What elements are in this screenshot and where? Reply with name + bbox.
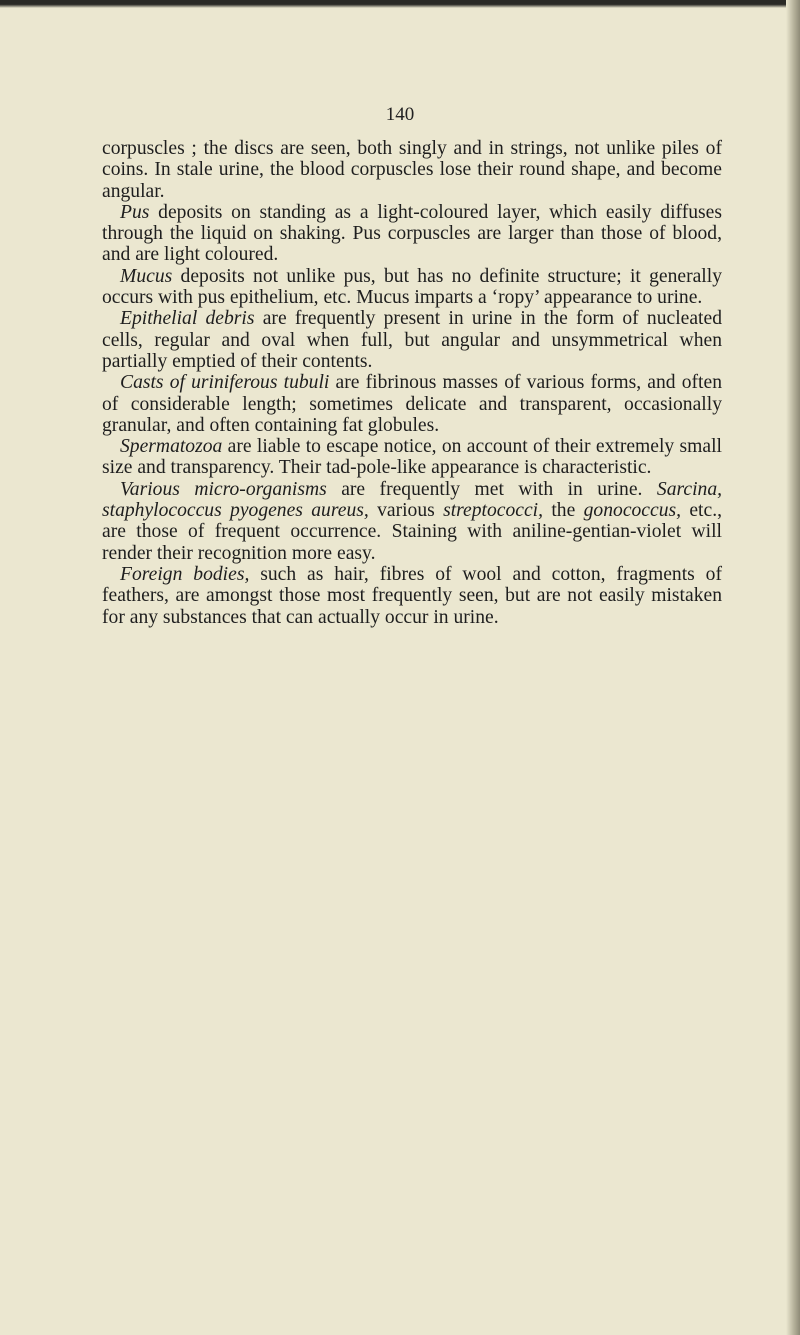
paragraph-text: are frequently met with in urine. bbox=[326, 478, 657, 500]
paragraph-term: Pus bbox=[120, 201, 150, 223]
paragraph-mucus bbox=[102, 266, 722, 309]
paragraph-text: etc., are those of frequent occurrence. Staining with aniline-gentian-violet will render their recognition more easy. bbox=[102, 500, 722, 564]
body-text bbox=[102, 138, 722, 628]
paragraph-corpuscles bbox=[102, 138, 722, 202]
paragraph-spermatozoa bbox=[102, 436, 722, 479]
paragraph-text: deposits on standing as a light-coloured layer, which easily diffuses through the liquid on shaking. Pus corpuscles are larger than those of blood, and are light coloured. bbox=[102, 201, 722, 266]
paragraph-foreign-bodies bbox=[102, 564, 722, 628]
paragraph-text: such as hair, fibres of wool and cotton, fragments of feathers, are amongst those most frequently seen, but are not easily mistaken for any substances that can actually occur in urine. bbox=[102, 563, 722, 628]
paragraph-text: corpuscles ; the discs are seen, both singly and in strings, not unlike piles of coins. In stale urine, the blood corpuscles lose their round shape, and become angular. bbox=[102, 138, 722, 202]
paragraph-term: Sarcina, staphylococcus pyogenes aureus, bbox=[102, 478, 723, 522]
paragraph-term: streptococci, bbox=[443, 500, 544, 522]
paragraph-epithelial-debris bbox=[102, 308, 722, 372]
paragraph-term: Various micro-organisms bbox=[120, 478, 327, 500]
paragraph-pus bbox=[102, 202, 722, 266]
page-top-shadow bbox=[0, 0, 800, 8]
paragraph-text: various bbox=[368, 500, 444, 522]
paragraph-term: Casts of uriniferous tubuli bbox=[120, 372, 330, 394]
paragraph-text: are frequently present in urine in the form of nucleated cells, regular and oval when full, but angular and unsymmetrical when partially emptied of their contents. bbox=[102, 308, 722, 372]
paragraph-text: the bbox=[543, 500, 584, 522]
paragraph-term: Mucus bbox=[120, 265, 173, 287]
paragraph-casts bbox=[102, 372, 722, 436]
paragraph-micro-organisms bbox=[102, 479, 722, 564]
paragraph-term: Spermatozoa bbox=[120, 436, 223, 458]
page-number: 140 bbox=[385, 104, 415, 125]
paragraph-text: deposits not unlike pus, but has no definite structure; it generally occurs with pus epithelium, etc. Mucus imparts a ‘ropy’ appearance to urine. bbox=[102, 265, 722, 309]
paragraph-text: are liable to escape notice, on account of their extremely small size and transparency. Their tad-pole-like appearance is characteristic. bbox=[102, 436, 722, 479]
paragraph-term: gonococcus, bbox=[583, 500, 682, 522]
page-right-shadow bbox=[786, 0, 800, 1335]
paragraph-term: Epithelial debris bbox=[120, 308, 255, 330]
paragraph-text: are fibrinous masses of various forms, and often of considerable length; sometimes delicate and transparent, occasionally granular, and often containing fat globules. bbox=[102, 372, 722, 436]
paragraph-term: Foreign bodies, bbox=[120, 563, 250, 585]
